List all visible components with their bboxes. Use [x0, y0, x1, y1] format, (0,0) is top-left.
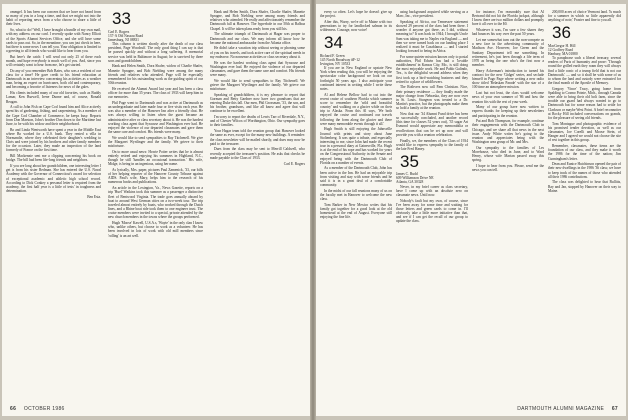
- article-paragraph: Hugh Smith is still enjoying the Jahnsville Journal with prints and story about June Stoltenberg. It was quite a tribute, and especially interesting to me, since John had made the recent tour in a personal diary at Gainesville, Fla. Hugh is at the end of his rope and has worked for years on the Congressional Authority in the Senate and enjoyed being with the Dartmouth Club of Florida on a number of events.: [320, 127, 392, 165]
- article-paragraph: Never, in my brief career as class secretary, have I come up with an absolute zero on classmate news. Until now.: [396, 184, 468, 197]
- article-paragraph: Tom Montague and photographic evidence of his promised tender devotion, as well as our classmates, Joe Corelli and Moose Stein, of Hanger and I agreed we would not choose the site of rest together in this group.: [548, 121, 621, 143]
- article-paragraph: Remember, classmates, these items are the foundation of our class, and they make it worth the 1986 for the time of the nation; Jim Cunningham's letter.: [548, 144, 621, 161]
- secretary-address-line: Jamesburg, NJ 08831: [108, 37, 139, 42]
- signature: Carl E. Rogers: [283, 161, 305, 166]
- article-paragraph: Harry Ackerman's introduction to turned his contract for the new 'Gidget' series, and seclude himself in Pago Page where writing a new radio show titled 'Belaskan Parade' with the star of a 100 time an atmosphere mission.: [472, 68, 544, 90]
- article-paragraph: So, what to do? Well, I have brought a bundle of my own mail, with my address on our card. I recently spoke with Nancy Elliott of the Sports Alumni Services Office, and she will have some cards to pass out. So, in the meantime, you can just check in here, but there is some news I can tell you. Your obligation is limited to a greeting to all friends who would like to hear from you.: [6, 28, 101, 53]
- article-paragraph: To paraphrase such a liberal treasury, several readers of Paris of humanity and prose: 'Through round the grilled earth they roam they will always find a little conic of a trump field that is not our Dartmouth.' — and so it shall be with some of us to whom the land and custody were entrusted for the final month of the Apostle of Memory.: [548, 56, 621, 86]
- article-paragraph: Gregory 'Vince' Tracy, going home from Spalding to Cosmo Pointe, Mich., through Canada were able to bring their old bolt farm, since the trouble our guard had always wanted to go to Dartmouth but for some reason had to settle for Clarkson or maybe West Point. A brief reconnoiter at Rocky Hill included conversations on grands, for the pleasure of seeing old friends.: [548, 86, 621, 120]
- article-paragraph: He was the hardest working class agent that Syracuse and Washington ever had. He enjoyed the violence of our departed classmates, and gave them the same care and comfort. His friends were many.: [210, 60, 305, 77]
- article-paragraph: After this, Warry, we're off to Maine with two generations to try for landlocked salmon in its wilderness. Courage, now voice!: [320, 19, 392, 33]
- article-paragraph: Phil Page went to Dartmouth and was active at Dartmouth as an undergraduate and later made four or five visits each year. He was also a member of the Hanover Inn after a friendly chat. He was always willing to listen when the guest became an administrative after or class secretary about it. He was the hardest working class agent that Syracuse and Washington ever had. He enjoyed the violence of our departed classmates and gave them the same care and comfort. His friends were many.: [108, 100, 203, 134]
- article-paragraph: He didn't take a vacation trip without seeing or phoning some of you on his travels, and took active care of the spiritual needs in my endeavor. No nonsense activities or class secretary about it.: [210, 46, 305, 59]
- article-paragraph: Let me somewhat turn out the non-compete as a new face in the advertising community of Madison Ave. However, Joe Green and the Sanitary Department tell me something. In retirement, he's just been through a life term of 1970 as being the one who's the first now a member.: [472, 38, 544, 68]
- right-column-4: [548, 10, 621, 400]
- article-paragraph: Many of our group have now written to express thanks for keeping up their newsletters and participating in the reunion.: [472, 105, 544, 118]
- secretary-address-line: 137-A Old Nassau Road: [108, 33, 144, 38]
- article-paragraph: If you see long about her grandchildren, one interesting letter I get is from his sister Redman. She has entered the U.S. Naval Academy with the Governor of Connecticut's award for selection of exceptional academic and athletic high school record. According to Dick Conkey a personal letter is required from the academy, the first half year is a little of tests' in toughness and determination.: [6, 164, 101, 193]
- article-paragraph: ommgel. It has been our concern that we have not heard from so many of you in a long a time, and that we might not into the habit of reporting news from a who choose to share a little of their lives.: [6, 10, 101, 27]
- article-paragraph: Now that our '34 Alumni Fund drive has been so successfully concluded, and another record (this time for classes 52 years out), '35 sugar Art Esmond would appreciate any memorabilia or recollections that can be set up now and will provide you with a reunion celebration.: [396, 111, 468, 137]
- article-paragraph: Dues from the class may be sent to Merrill Caldwell, who recently accepted the treasurer's position. He asks that checks be made payable to the Class of 1933.: [210, 147, 305, 160]
- article-paragraph: Speaking of Africa, our Tennessee statement showed 29 percent of the class had been there. I wonder if anyone got there, as I did, without meaning to? It was back in 1944; I brought Uncle Sam was taking me to Naples via England — and then we were turned back on our landing place I realized it must be Casablanca — and I started looking forward to being in Africa.: [396, 19, 468, 53]
- left-folio: [10, 406, 65, 412]
- article-paragraph: But here's the catch: I will send out only 25 of these each month, and hope everybody is much well of you. And, since you will certainly want to hear from me, let's get started.: [6, 54, 101, 68]
- article-paragraph: The class was delighted to hear that Bullitts, Ray and Jan, stopped by Hanover on their way to Maine.: [548, 180, 621, 193]
- right-page: [316, 4, 626, 416]
- article-paragraph: Whatever it was, I'm sure a few shares they had bounces his way over the past 50 years.: [472, 28, 544, 37]
- article-paragraph: In the midst of our fall reunions many of us on the faculty met in Hanover to welcome the new class.: [320, 188, 392, 202]
- article-paragraph: every so often. Let's hope he doesn't give up the project.: [320, 10, 392, 19]
- article-paragraph: Bill Mackenzie sent me a clipping concerning his book on bridge. The bill had been life-long friends and neighbors.: [6, 154, 101, 163]
- secretary-address-line: Atlanta, GA 30328: [396, 180, 424, 185]
- article-paragraph: We would like to send sympathies to Ray Titchenell. We grieve the Margaret Wyrtlinger and the family. We grieve our misfortune.: [210, 78, 305, 92]
- article-paragraph: He received the Alumni Award last year and has been a class officer for more than 35 years. The class of 1933 will keep him in our memories.: [108, 86, 203, 100]
- class-year-heading: 33: [112, 10, 131, 28]
- secretary-address-line: James C. Budd: [396, 172, 418, 177]
- article-paragraph: The Rothvers now call Pam Christian. Nice, their primary residence — they finally made the major change from Nebraska, they are now over in St. Louis. Sturgeon was treated to a Dr. Martin's practice, but the photographs make them so hold a family at the reunion.: [396, 85, 468, 111]
- class-year-heading: 36: [552, 23, 571, 43]
- page-number: 66: [10, 406, 17, 412]
- issue-date: OCTOBER 1986: [23, 406, 65, 412]
- article-paragraph: Dean and Eunice Hutchinson opened the pair of their new dwellings in the 1986 '36 class; we have to keep track of the names of those who attended all their 1986 contributions.: [548, 162, 621, 179]
- article-paragraph: using background acquired while serving as a Marc, Inc., vice president.: [396, 10, 468, 19]
- article-paragraph: Do any of you remember Bob Bates, who was a resident of our class for a time? He gave credit to his friend education at Dartmouth in an interview concerning his activities as a weather man, being an expert on hurricanes, both old and contemporary, and becoming a favorite of listeners for news of the gales.: [6, 68, 101, 90]
- article-paragraph: Speaking of grandchildren, it is my pleasure to report that Gorman and Betty Gardner now have two grandsons that are entering Duke this fall. Our men, Phil Grossman, '33, the son, and his brother, grandsons, and like all know and agree that will continue to be excellent.: [210, 92, 305, 114]
- right-column-3: [472, 10, 544, 400]
- article-paragraph: A call to John Fish on Cape Cod found him and Alice actively spent his of gardening, fishing, and carpentering. As a member of the Cape Cod Chamber of Commerce, he keeps busy. Reports from Don Marston, John's brother Don down to the Maritime last June, to be with his widow and their neighborhood.: [6, 105, 101, 126]
- article-paragraph: Hank and Helen Smith, Dora Shafer, Charlie Shafer, Manette Spragne, and Bob Niebling were among many friends and relatives who attended. He really and affectionately remember the Dartmouth fall at Hanover. The hyperbole in our 50th at Balboa Chapel. It will be taken plans.ready from you still his.: [210, 10, 305, 31]
- page-number: 67: [611, 406, 618, 412]
- secretary-address-line: 12 Godfrey Road: [548, 47, 573, 52]
- article-paragraph: As a member of the Dartmouth Club, John has been active in the Inn. He had an enjoyable trip from visiting and stay with some friends and he said it is in a great deal of a comfortable community.: [320, 166, 392, 188]
- article-paragraph: Hugh 'Moose' Kawell, U.S.A.s, 'Wayte' in the only clan I know who, unlike others, but choose to work as a volunteer. He has been involved in lots of work with old mill members since 'rolling' is an art well.: [108, 221, 203, 238]
- article-paragraph: For some quieter mission known only to postal authorities, Phil Edwin has had a 'lovable establishment' in Kansas City, Mo., is still doing the most enjoyable work. He and Pablo Galindo, Tex., is the delightful second address when they first took up a bird-watching business and they retired to a place of wildflowers.: [396, 54, 468, 84]
- left-column-2: [108, 10, 203, 400]
- article-paragraph: An article in the Lexington, Va., News Gazette, reports on a trip 'Huel' Watkins took this summer as a passenger a distinctive fleet of Bentwood Virginia. The trade goes annually aboard by boat to around West German cities on a two-week tour. The trip traveled almost entirely by boats, who worked through the Dutch lines, and a Rhine boat ride took them to one engineer trust. The cruise members were invited to a special, private attended by the new church members in the towns where the groups performed.: [108, 186, 203, 220]
- secretary-address-line: Irvington, NY 10533: [320, 61, 351, 66]
- article-paragraph: Pat and Bob Thompson, for example, continue their engagements with the Dartmouth Club in Chicago, and we share all that news in the next issue. Andy White writes he's going to the reunion and appreciates being with the Washington area group of Mr. and Mrs.: [472, 119, 544, 145]
- article-paragraph: Al and Helene Bellow had to cut into the recent cruise of southern Florida which summer score to remember the 'wild and beautiful country' and walking on a glacier while on their trip to Alaska. From this Al says, 'We both enjoyed the cruise and continued our travels following the form along the glacier and there were many memorable events through it all.': [320, 92, 392, 126]
- secretary-address-line: MacGregor H. Hill: [548, 43, 576, 48]
- article-paragraph: I'm sorry to report the deaths of Lewis Tarr of Riverdale, N.Y., and of Chester Wilcox of Worthington, Ohio. Our sympathy goes to their families.: [210, 115, 305, 128]
- article-paragraph: Your Hagar team told the reunion group that Hanover looked the same as ever, except for the many new buildings. A reminder: the class newsletter will be mailed shortly, and dues may now be paid to the treasurer.: [210, 129, 305, 146]
- secretary-address-line: 145 North Broadway #F-12: [320, 57, 360, 62]
- right-column-1: [320, 10, 392, 400]
- secretary-address-line: Richard F. Green: [320, 53, 345, 58]
- article-paragraph: for instance, I'm reasonably sure that Al Bertrand did not hit the Florida jackpot, although I know there are two million dollars and promptly bore it all over to the $0.: [472, 10, 544, 27]
- left-page: [2, 4, 310, 416]
- class-year-heading: 34: [324, 32, 343, 52]
- left-column-3: [210, 10, 305, 400]
- article-paragraph: This column is written shortly after the death of our class president, Page Woodruff. The only good thing I can say is that he passed quickly and without a long suffering. A memorial service was held in Baltimore in August; he is survived by three sons and grandchildren.: [108, 42, 203, 63]
- article-paragraph: Last but not least, the class would welcome news of your own summer of '86 and how the reunion fits with the rest of your week.: [472, 91, 544, 104]
- article-paragraph: Finally, we, the members of the Class of 1934 would like to express sympathy to the family of the late Fred Haney.: [396, 138, 468, 151]
- article-paragraph: Hank and Helen Smith, Dora Shafer, widow of Charlie Shafer, Manette Spragne, and Bob Niebling were among the many friends and relatives who attended. Page will be especially remembered for his outstanding work as the guiding spirit of our 50th reunion.: [108, 64, 203, 86]
- secretary-address-line: 609 Williamson Drive NE: [396, 176, 434, 181]
- article-paragraph: I hope to hear from you. Please, send me the news you can tell.: [472, 164, 544, 173]
- article-paragraph: On to more usual news: Howie Potter writes that he is almost entirely retired and enjoying his summers in Highland, N.C., though he still 'handles an occasional transaction.' His wife, Midge, is being in an ingenious, using her name.: [108, 149, 203, 167]
- signature: Ben Esta.: [87, 194, 101, 199]
- right-folio: [517, 406, 618, 412]
- class-year-heading: 35: [400, 151, 419, 171]
- article-paragraph: As lyrically, Mrs. paper, pictures Paul Zamenick, '33, our bills of her helping reporter of the Hanover County Tribune against AIDS. Paul's wife, Mary, helps him to the research of his numerous books and publications.: [108, 168, 203, 185]
- magazine-title: DARTMOUTH ALUMNI MAGAZINE: [517, 406, 605, 412]
- article-paragraph: Nobody's fault but my own, of course, since I've been away for some time and waiting for those letters and green cards to come in. I'll obviously take a little more initiative than that, and see if I can get the recall of our group to update the class.: [396, 198, 468, 224]
- article-paragraph: The ultimate triumph of Dartmouth at Hagar was proper to Dartmouth and our class. We may inform all know how he became the national ambassador from the Atlanta office.: [210, 32, 305, 45]
- article-paragraph: We would like to send sympathies to Ray Titchenell. We give the Margaret Wyrtlinger and the family. We grieve to their misfortune.: [108, 135, 203, 149]
- article-paragraph: If you are in New England or upstate New York when reading this, you will be enjoying the spectacular color background we look on our forthright 50 years ago. I also anticipate your continued interest in writing while I write these notes.: [320, 66, 392, 91]
- article-paragraph: His clients included many of our old favorites, such as Buddy Lamar, Ken Burwell, Irene Dunne and, of course, Ronald Reagan.: [6, 91, 101, 104]
- article-paragraph: Tom Barker in New Mexico writes that his family got together for a good look at the old homestead at the end of August. Everyone still enjoying the fine life.: [320, 202, 392, 220]
- article-paragraph: Bo and Linda Wentworth have spent a year in the Middle East where Bo worked for a U.S. bank. They rented a villa in Normandie, where they celebrated their daughter's wedding to Chris and were joined by his brothers and other family members for the occasion. Later, they made an inspection of the land formerly of France on the first time.: [6, 127, 101, 153]
- secretary-address-line: Hanbury, MA 01880: [548, 51, 578, 56]
- left-column-1: [6, 10, 101, 400]
- article-paragraph: Our sympathy to the families of Les Morehouse, who died in June, and to Ward Henry, whose wife Marian passed away this spring.: [472, 145, 544, 163]
- secretary-address-line: Carl E. Rogers: [108, 29, 130, 34]
- article-paragraph: 200,000 acres of choice Vermont land. 'Is much for a summer in which so little apparently did anything of note,' Frasier and fine to you all.: [548, 10, 621, 23]
- right-column-2: [396, 10, 468, 400]
